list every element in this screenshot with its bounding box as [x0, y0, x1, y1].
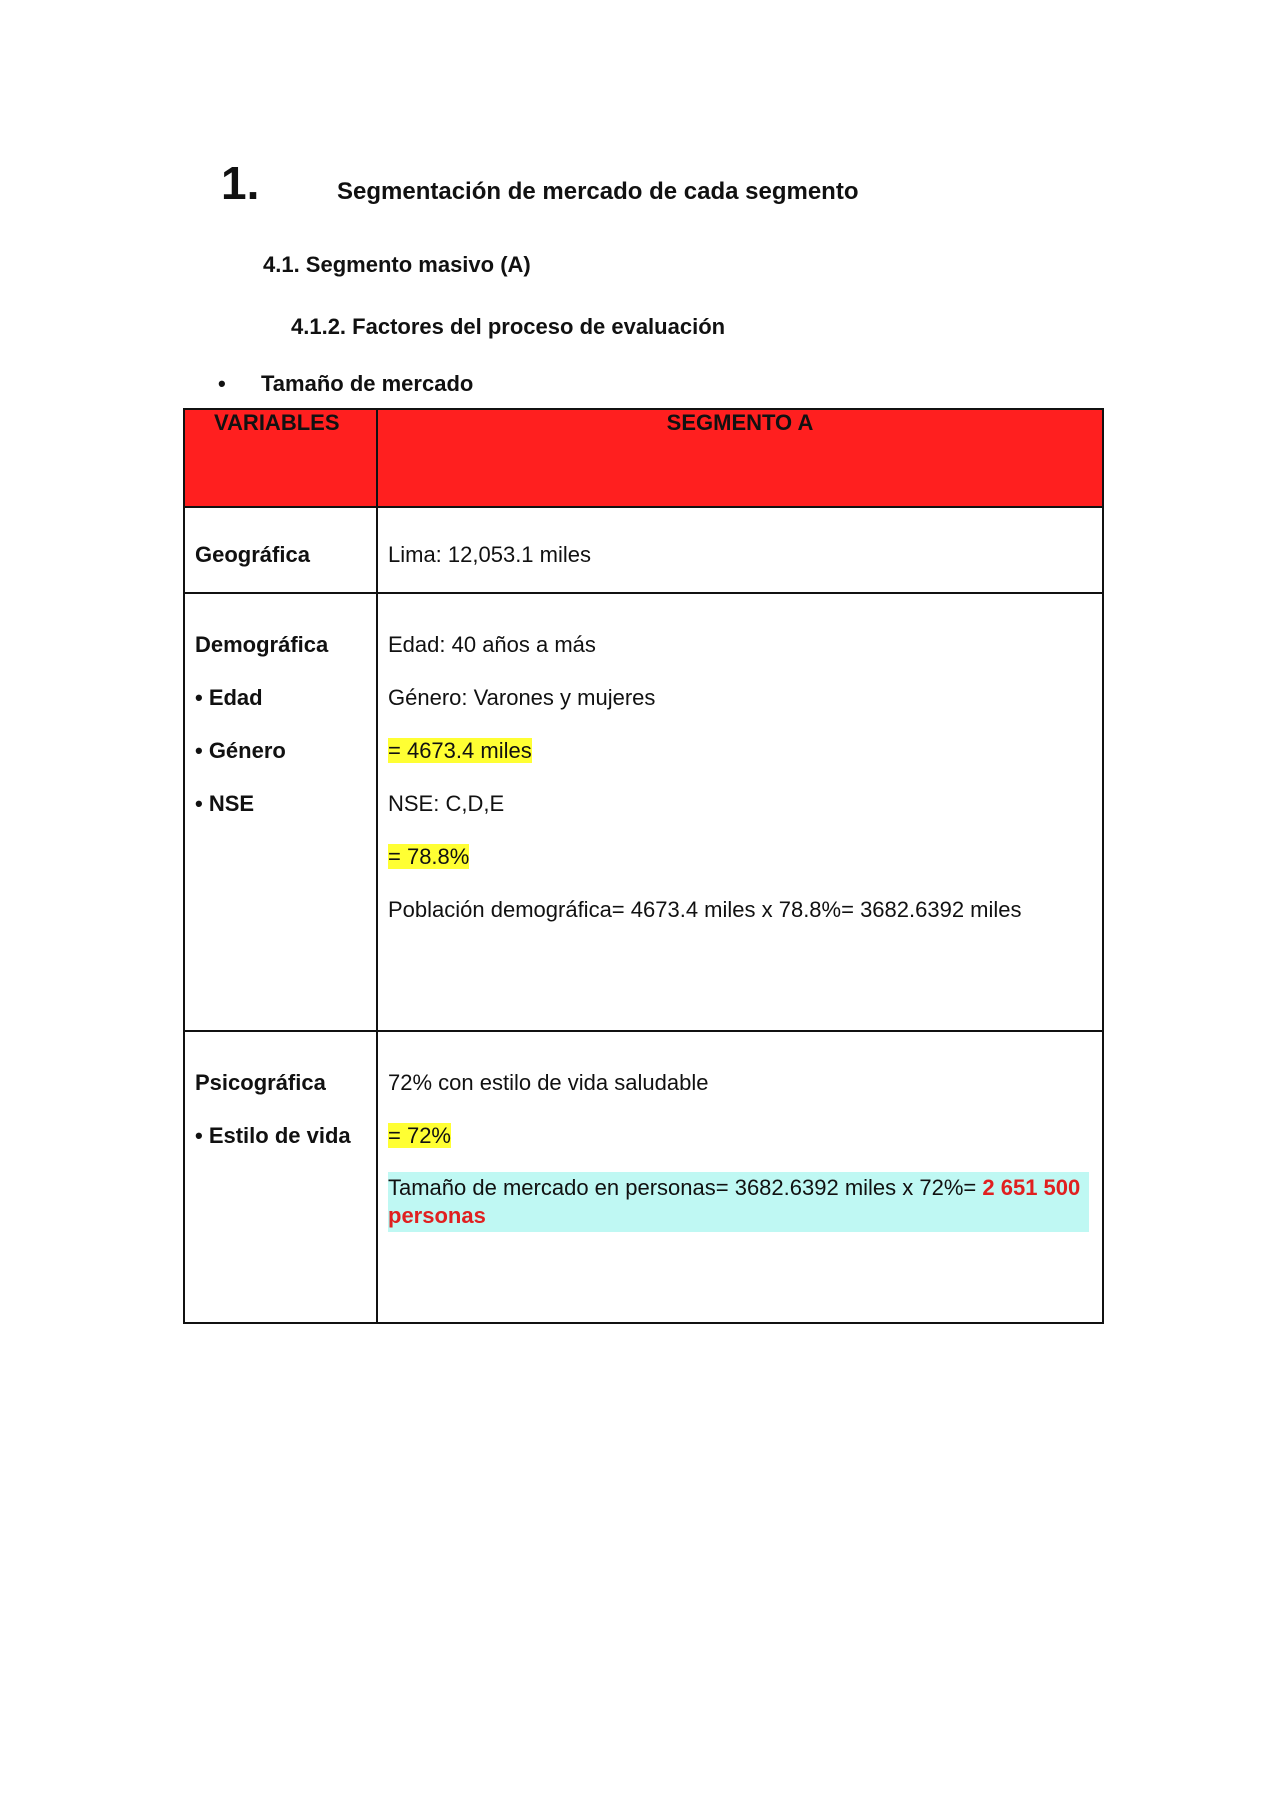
demo-item-nse: • NSE [195, 791, 255, 816]
demo-value-cell [377, 593, 1103, 1031]
demo-genero-result: = 4673.4 miles [388, 738, 532, 763]
market-size-result: 2 651 500 personas [388, 1175, 1081, 1228]
subsection-heading: 4.1. Segmento masivo (A) [263, 252, 531, 277]
demo-edad: Edad: 40 años a más [388, 632, 596, 657]
section-number: 1. [221, 157, 260, 209]
table-row-demografica [184, 593, 1103, 1031]
demo-label: Demográfica [195, 632, 329, 657]
demo-nse-result: = 78.8% [388, 844, 470, 869]
bullet-heading [218, 371, 473, 397]
header-segment: SEGMENTO A [377, 409, 1103, 507]
market-size-formula: Tamaño de mercado en personas= 3682.6392 miles x 72%= [388, 1175, 983, 1200]
section-title: Segmentación de mercado de cada segmento [337, 178, 859, 205]
subsubsection-heading: 4.1.2. Factores del proceso de evaluación [291, 314, 726, 339]
table-header-row [184, 409, 1103, 507]
psy-item-estilo: • Estilo de vida [195, 1123, 351, 1148]
demo-item-edad: • Edad [195, 685, 263, 710]
segment-table [183, 408, 1104, 1324]
section-heading [221, 156, 859, 210]
demo-nse: NSE: C,D,E [388, 791, 505, 816]
header-variables: VARIABLES [184, 409, 377, 507]
psy-value-cell [377, 1031, 1103, 1323]
geo-value-cell [377, 507, 1103, 593]
psy-estilo: 72% con estilo de vida saludable [388, 1070, 709, 1095]
psy-label-cell [184, 1031, 377, 1323]
demo-label-cell [184, 593, 377, 1031]
psy-label: Psicográfica [195, 1070, 326, 1095]
geo-label-cell [184, 507, 377, 593]
demo-poblacion: Población demográfica= 4673.4 miles x 78.8%= 3682.6392 miles [388, 897, 1022, 922]
psy-estilo-result: = 72% [388, 1123, 451, 1148]
table-row-psicografica [184, 1031, 1103, 1323]
bullet-dot-icon: • [218, 371, 226, 396]
table-row-geografica [184, 507, 1103, 593]
geo-value: Lima: 12,053.1 miles [388, 542, 591, 567]
bullet-heading-text: Tamaño de mercado [261, 371, 474, 396]
geo-label: Geográfica [195, 542, 310, 567]
demo-item-genero: • Género [195, 738, 286, 763]
demo-genero: Género: Varones y mujeres [388, 685, 656, 710]
market-size-box [388, 1172, 1089, 1232]
